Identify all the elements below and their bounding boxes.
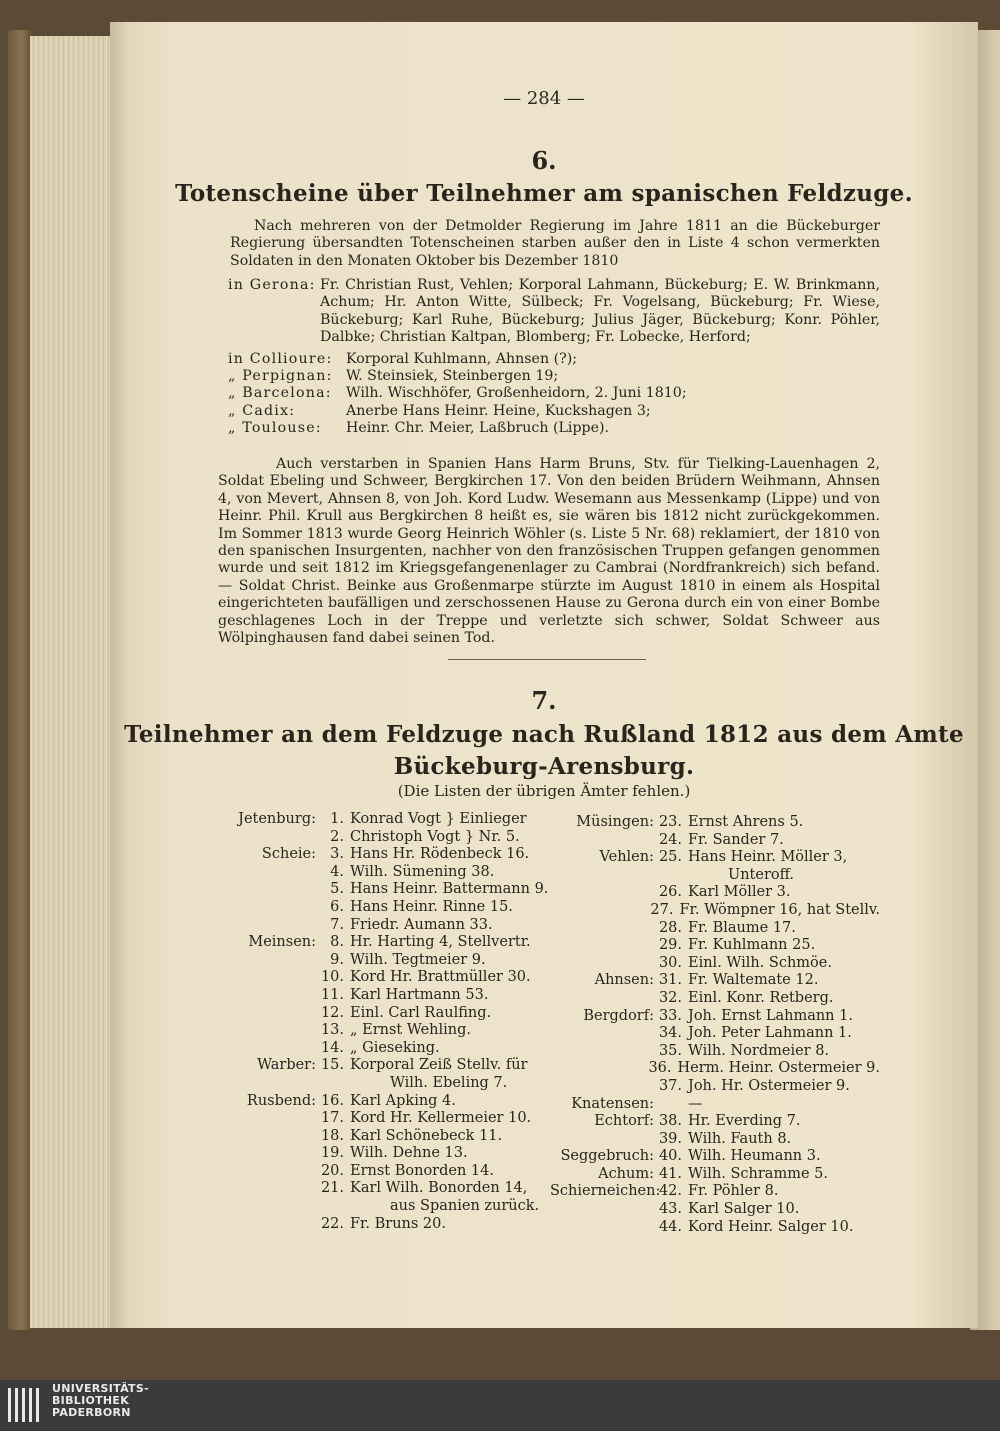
participant-village <box>234 917 316 935</box>
participant-village <box>234 1040 316 1058</box>
participant-number: 44. <box>658 1218 682 1235</box>
participant-name: Korporal Zeiß Stellv. für <box>350 1057 528 1074</box>
participant-number: 39. <box>658 1130 682 1147</box>
library-name-line-1: UNIVERSITÄTS- <box>52 1382 149 1395</box>
participant-number: 28. <box>658 919 682 936</box>
participant-name: „ Gieseking. <box>350 1039 440 1056</box>
participant-number: 41. <box>658 1165 682 1182</box>
participant-village <box>550 1025 654 1043</box>
participant-row <box>234 1163 554 1181</box>
participant-number: 10. <box>320 969 344 986</box>
participant-name: Fr. Pöhler 8. <box>688 1183 779 1200</box>
participant-number: 2. <box>330 828 344 845</box>
participant-note: Unteroff. <box>728 866 795 883</box>
participant-number: 36. <box>648 1060 672 1077</box>
participant-number: 12. <box>320 1004 344 1021</box>
participant-village: Meinsen: <box>248 934 316 951</box>
death-entry <box>228 368 880 385</box>
participant-name: Friedr. Aumann 33. <box>350 916 493 933</box>
death-entry <box>228 277 880 347</box>
death-entry-place: in Collioure: <box>228 350 333 367</box>
death-entry-text: Anerbe Hans Heinr. Heine, Kuckshagen 3; <box>346 402 651 419</box>
participant-row <box>234 1022 554 1040</box>
participant-number: 13. <box>320 1022 344 1039</box>
participant-name: Joh. Peter Lahmann 1. <box>688 1025 852 1042</box>
participant-number: 31. <box>658 972 682 989</box>
participant-row <box>234 987 554 1005</box>
participant-row <box>550 955 880 973</box>
death-entry-text: Wilh. Wischhöfer, Großenheidorn, 2. Juni 1810; <box>346 385 687 402</box>
participant-row <box>550 1078 880 1096</box>
section-7-title-line-2: Bückeburg-Arensburg. <box>393 753 695 780</box>
participant-number: 35. <box>658 1042 682 1059</box>
participant-village <box>234 952 316 970</box>
participant-name: Karl Apking 4. <box>350 1092 456 1109</box>
participant-name: Christoph Vogt } Nr. 5. <box>350 828 520 845</box>
participant-village: Bergdorf: <box>583 1007 654 1024</box>
participant-row <box>550 814 880 832</box>
participant-row <box>234 1216 554 1234</box>
participant-village <box>234 1128 316 1146</box>
participant-village: Seggebruch: <box>560 1148 654 1165</box>
participant-row <box>234 899 554 917</box>
participant-row <box>234 969 554 987</box>
participant-village <box>234 829 316 847</box>
participant-village <box>550 990 654 1008</box>
section-7-number: 7. <box>531 686 557 715</box>
participant-number: 18. <box>320 1127 344 1144</box>
participant-number: 22. <box>320 1215 344 1232</box>
participant-village <box>234 1145 316 1163</box>
participant-note: aus Spanien zurück. <box>390 1198 540 1215</box>
participant-name: Einl. Wilh. Schmöe. <box>688 954 832 971</box>
participant-name: Konrad Vogt } Einlieger <box>350 811 527 827</box>
death-certificate-list <box>228 277 880 438</box>
page-number: — 284 — <box>503 88 585 109</box>
participant-number: 1. <box>330 811 344 827</box>
participant-name: Joh. Ernst Lahmann 1. <box>688 1007 853 1024</box>
section-6-title: Totenscheine über Teilnehmer am spanischen Feldzuge. <box>175 180 913 207</box>
participant-row <box>234 917 554 935</box>
participant-village <box>234 987 316 1005</box>
participant-name: Ernst Ahrens 5. <box>688 814 804 830</box>
participant-village <box>234 1163 316 1181</box>
participant-row <box>234 864 554 882</box>
participant-row <box>234 829 554 847</box>
participant-village <box>234 899 316 917</box>
participant-name: Karl Schönebeck 11. <box>350 1127 503 1144</box>
section-divider <box>448 659 646 660</box>
library-name-line-3: PADERBORN <box>52 1406 131 1419</box>
participant-number: 23. <box>658 814 682 830</box>
participant-name: Hr. Everding 7. <box>688 1113 801 1130</box>
participant-name: Hans Heinr. Rinne 15. <box>350 898 513 915</box>
death-entry-place: „ Perpignan: <box>228 368 333 385</box>
death-entry-place: „ Cadix: <box>228 402 296 419</box>
participant-name: Karl Möller 3. <box>688 884 791 901</box>
section-7-title-line-1: Teilnehmer an dem Feldzuge nach Rußland 1812 aus dem Amte <box>124 721 964 748</box>
participant-village <box>234 864 316 882</box>
participant-name: Joh. Hr. Ostermeier 9. <box>688 1077 850 1094</box>
participant-row <box>550 1025 880 1043</box>
death-entry <box>228 420 880 437</box>
participant-number: 27. <box>650 901 674 918</box>
participant-row <box>234 1093 554 1111</box>
death-entry-text: Heinr. Chr. Meier, Laßbruch (Lippe). <box>346 420 610 437</box>
participant-row <box>550 1183 880 1201</box>
library-footer <box>0 1380 1000 1431</box>
death-entry <box>228 351 880 368</box>
participant-village <box>234 1110 316 1128</box>
participant-number: 38. <box>658 1113 682 1130</box>
participant-name: Fr. Kuhlmann 25. <box>688 937 816 954</box>
participant-row <box>234 1145 554 1163</box>
section-6-number: 6. <box>531 146 557 175</box>
participant-name: Hans Heinr. Battermann 9. <box>350 881 549 898</box>
participant-number: 33. <box>658 1007 682 1024</box>
participant-row <box>234 1005 554 1023</box>
participant-name: Wilh. Schramme 5. <box>688 1165 828 1182</box>
participant-number: 34. <box>658 1025 682 1042</box>
participant-name: Hr. Harting 4, Stellvertr. <box>350 934 531 951</box>
death-entry <box>228 385 880 402</box>
death-entry <box>228 403 880 420</box>
participant-name: Wilh. Tegtmeier 9. <box>350 951 486 968</box>
participant-village: Rusbend: <box>246 1092 316 1109</box>
participant-village <box>550 1043 654 1061</box>
participant-number: 24. <box>658 831 682 848</box>
participants-right-column <box>550 814 880 1236</box>
participant-village: Vehlen: <box>599 849 654 866</box>
participant-village <box>234 969 316 987</box>
participant-row <box>550 1096 880 1114</box>
participant-number: 6. <box>330 898 344 915</box>
participant-row <box>550 1113 880 1131</box>
participant-number: 42. <box>658 1183 682 1200</box>
participant-row <box>234 934 554 952</box>
participant-number: 9. <box>330 951 344 968</box>
participant-number: 29. <box>658 937 682 954</box>
participant-row <box>550 1148 880 1166</box>
participant-row <box>550 1131 880 1149</box>
book-page <box>110 22 978 1328</box>
participant-name: Wilh. Dehne 13. <box>350 1145 468 1162</box>
participant-number: 37. <box>658 1077 682 1094</box>
participant-number: 16. <box>320 1092 344 1109</box>
participant-village: Knatensen: <box>571 1095 654 1112</box>
participant-number: 14. <box>320 1039 344 1056</box>
participant-name: Fr. Wömpner 16, hat Stellv. <box>679 901 880 918</box>
death-entry-place: „ Toulouse: <box>228 420 322 437</box>
participant-name: — <box>688 1095 703 1112</box>
participant-village: Echtorf: <box>594 1113 654 1130</box>
participant-village <box>550 937 654 955</box>
section-6-intro: Nach mehreren von der Detmolder Regierung im Jahre 1811 an die Bückeburger Regierung übersandten Totenscheinen starben außer den in Liste 4 schon vermerkten Soldaten in den Monaten Oktober bis Dezember 1810 <box>230 218 880 269</box>
participant-name: Karl Hartmann 53. <box>350 986 489 1003</box>
library-name-line-2: BIBLIOTHEK <box>52 1394 130 1407</box>
participant-number: 11. <box>320 986 344 1003</box>
participant-village <box>550 1131 654 1149</box>
section-7-subtitle: (Die Listen der übrigen Ämter fehlen.) <box>397 782 691 800</box>
page-stack <box>30 36 112 1328</box>
participant-village: Scheie: <box>261 846 316 863</box>
participant-number: 7. <box>330 916 344 933</box>
participant-number: 19. <box>320 1145 344 1162</box>
participant-number <box>654 1096 688 1114</box>
participant-row <box>550 849 880 884</box>
participant-village <box>550 955 654 973</box>
university-library-logo-icon <box>6 1384 46 1426</box>
participant-number: 40. <box>658 1148 682 1165</box>
participant-row <box>234 1128 554 1146</box>
participant-name: Einl. Konr. Retberg. <box>688 989 834 1006</box>
participant-name: Herm. Heinr. Ostermeier 9. <box>677 1060 880 1077</box>
participant-row <box>550 1166 880 1184</box>
participant-row <box>550 902 880 920</box>
participant-name: Kord Hr. Brattmüller 30. <box>350 969 531 986</box>
participant-name: Wilh. Heumann 3. <box>688 1148 821 1165</box>
participant-village <box>550 1201 654 1219</box>
participant-village: Achum: <box>598 1165 654 1182</box>
participant-row <box>234 1180 554 1215</box>
participant-row <box>550 990 880 1008</box>
participant-row <box>550 884 880 902</box>
participant-village: Schierneichen: <box>550 1183 661 1200</box>
participant-name: Kord Hr. Kellermeier 10. <box>350 1110 532 1127</box>
participant-row <box>234 1057 554 1092</box>
participant-name: Ernst Bonorden 14. <box>350 1162 494 1179</box>
participant-row <box>550 1060 880 1078</box>
book-cover-edge <box>8 30 32 1330</box>
participant-village <box>234 1005 316 1023</box>
participant-row <box>550 1043 880 1061</box>
participant-number: 17. <box>320 1110 344 1127</box>
participant-name: Einl. Carl Raulfing. <box>350 1004 492 1021</box>
participant-row <box>550 1201 880 1219</box>
participant-village <box>550 884 654 902</box>
participant-row <box>234 881 554 899</box>
participant-village <box>550 1219 654 1237</box>
participant-row <box>234 1110 554 1128</box>
participant-number: 4. <box>330 863 344 880</box>
participant-name: Hans Hr. Rödenbeck 16. <box>350 846 530 863</box>
participant-name: Fr. Sander 7. <box>688 831 784 848</box>
participant-name: Fr. Bruns 20. <box>350 1215 446 1232</box>
participant-row <box>550 920 880 938</box>
participant-name: Wilh. Nordmeier 8. <box>688 1042 830 1059</box>
participant-village <box>234 881 316 899</box>
participant-name: Wilh. Sümening 38. <box>350 863 495 880</box>
participants-left-column <box>234 811 554 1233</box>
participant-name: Karl Wilh. Bonorden 14, <box>350 1180 528 1197</box>
participant-village <box>550 1078 654 1096</box>
participant-row <box>234 952 554 970</box>
participant-village <box>234 1216 316 1234</box>
participant-number: 21. <box>320 1180 344 1197</box>
participant-village <box>550 1060 646 1078</box>
death-entry-place: „ Barcelona: <box>228 385 332 402</box>
participant-village <box>550 832 654 850</box>
death-entry-text: Fr. Christian Rust, Vehlen; Korporal Lahmann, Bückeburg; E. W. Brinkmann, Achum; Hr. Anton Witte, Sülbeck; Fr. Vogelsang, Bückeburg; Fr. Wiese, Bückeburg; Karl Ruhe, Bückeburg; Julius Jäger, Bückeburg; Konr. Pöhler, Dalbke; Christian Kaltpan, Blomberg; Fr. Lobecke, Herford; <box>320 277 880 346</box>
participant-row <box>550 832 880 850</box>
participant-village: Jetenburg: <box>238 811 316 827</box>
participant-village: Müsingen: <box>576 814 654 830</box>
library-name <box>52 1383 149 1419</box>
participant-name: Hans Heinr. Möller 3, <box>688 849 848 866</box>
participant-row <box>550 1219 880 1237</box>
participant-number: 26. <box>658 884 682 901</box>
participant-row <box>234 1040 554 1058</box>
participant-number: 30. <box>658 954 682 971</box>
death-entry-place: in Gerona: <box>228 277 316 293</box>
participant-number: 20. <box>320 1162 344 1179</box>
participant-row <box>550 937 880 955</box>
participant-row <box>234 811 554 829</box>
participant-name: Karl Salger 10. <box>688 1201 800 1218</box>
participant-row <box>550 1008 880 1026</box>
section-6-closing: Auch verstarben in Spanien Hans Harm Bruns, Stv. für Tielking-Lauenhagen 2, Soldat Ebeling und Schweer, Bergkirchen 17. Von den beiden Brüdern Weihmann, Ahnsen 4, von Mevert, Ahnsen 8, von Joh. Kord Ludw. Wesemann aus Messenkamp (Lippe) und von Heinr. Phil. Krull aus Bergkirchen 8 heißt es, sie wären bis 1812 nicht zurückgekommen. Im Sommer 1813 wurde Georg Heinrich Wöhler (s. Liste 5 Nr. 68) reklamiert, der 1810 von den spanischen Insurgenten, nachher von den französischen Truppen gefangen genommen wurde und seit 1812 im Kriegsgefangenenlager zu Cambrai (Nordfrankreich) sich befand. — Soldat Christ. Beinke aus Großenmarpe stürzte im August 1810 in einem als Hospital eingerichteten baufälligen und zerschossenen Hause zu Gerona durch ein von einer Bombe geschlagenes Loch in der Treppe und verletzte sich schwer, Soldat Schweer aus Wölpinghausen fand dabei seinen Tod. <box>218 456 880 647</box>
death-entry-text: W. Steinsiek, Steinbergen 19; <box>346 368 559 385</box>
participant-number: 32. <box>658 989 682 1006</box>
participant-number: 8. <box>330 934 344 951</box>
participant-row <box>234 846 554 864</box>
participant-village <box>234 1022 316 1040</box>
death-entry-text: Korporal Kuhlmann, Ahnsen (?); <box>346 350 578 367</box>
participant-note: Wilh. Ebeling 7. <box>390 1074 508 1091</box>
participant-number: 43. <box>658 1201 682 1218</box>
participant-name: Wilh. Fauth 8. <box>688 1130 792 1147</box>
participant-number: 15. <box>320 1057 344 1074</box>
participant-number: 3. <box>330 846 344 863</box>
participant-row <box>550 972 880 990</box>
participant-village <box>550 902 647 920</box>
participant-name: „ Ernst Wehling. <box>350 1022 471 1039</box>
participant-village: Warber: <box>257 1057 316 1074</box>
participant-name: Fr. Waltemate 12. <box>688 972 819 989</box>
participant-village: Ahnsen: <box>594 972 654 989</box>
participant-name: Fr. Blaume 17. <box>688 919 796 936</box>
participant-number: 25. <box>658 849 682 866</box>
participant-village <box>550 920 654 938</box>
page-content <box>110 22 978 1328</box>
participant-name: Kord Heinr. Salger 10. <box>688 1218 854 1235</box>
participant-number: 5. <box>330 881 344 898</box>
